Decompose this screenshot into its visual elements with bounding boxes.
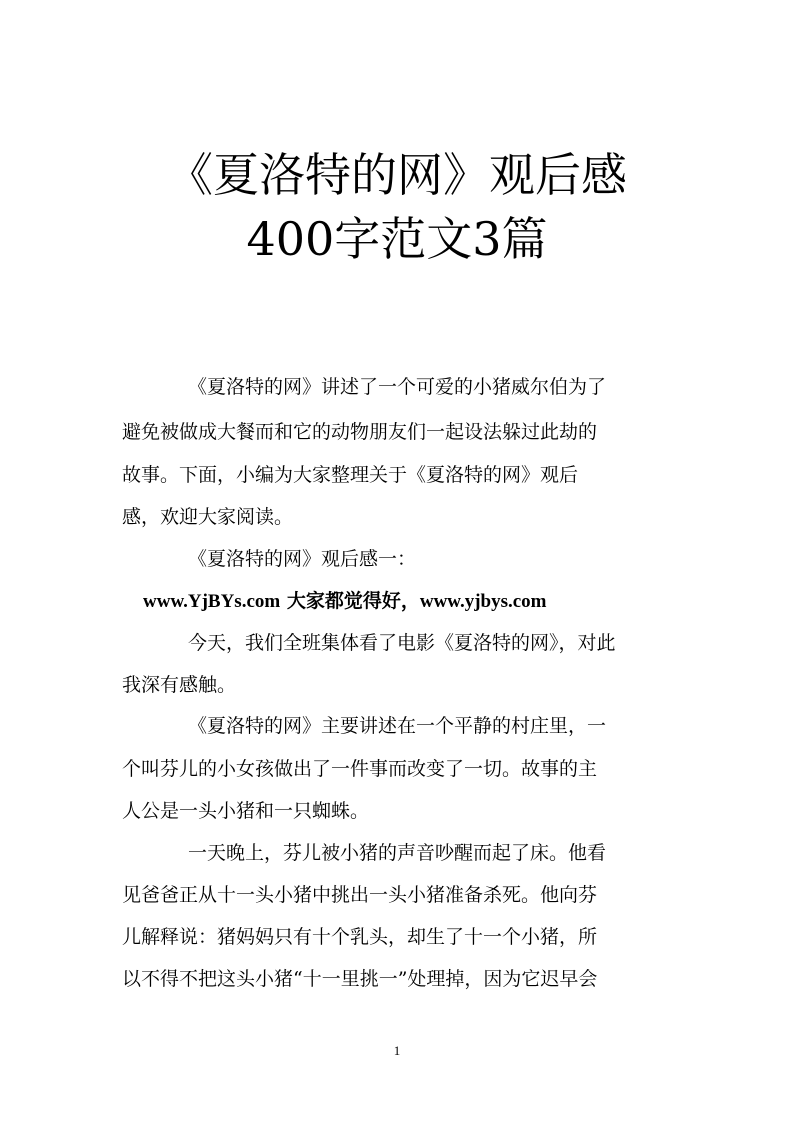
website-url-2[interactable]: www.yjbys.com xyxy=(419,591,547,612)
paragraph-3-line-1: 《夏洛特的网》主要讲述在一个平静的村庄里，一 xyxy=(188,715,607,737)
paragraph-1-line-4: 感，欢迎大家阅读。 xyxy=(122,506,294,528)
paragraph-1-line-3: 故事。下面，小编为大家整理关于《夏洛特的网》观后 xyxy=(122,464,579,486)
paragraph-3-line-2: 个叫芬儿的小女孩做出了一件事而改变了一切。故事的主 xyxy=(122,758,598,780)
paragraph-4-line-2: 见爸爸正从十一头小猪中挑出一头小猪准备杀死。他向芬 xyxy=(122,884,598,906)
page-number: 1 xyxy=(393,1043,401,1058)
document-title-line-1: 《夏洛特的网》观后感 xyxy=(167,148,627,202)
paragraph-4-line-4: 以不得不把这头小猪“十一里挑一”处理掉，因为它迟早会 xyxy=(122,968,598,990)
website-url-1[interactable]: www.YjBYs.com xyxy=(143,591,281,612)
paragraph-2-line-2: 我深有感触。 xyxy=(122,674,237,696)
url-line xyxy=(143,592,703,611)
document-title-line-2: 400字范文3篇 xyxy=(246,212,548,266)
paragraph-1-line-2: 避免被做成大餐而和它的动物朋友们一起设法躲过此劫的 xyxy=(122,421,598,443)
section-heading: 《夏洛特的网》观后感一： xyxy=(188,548,417,570)
paragraph-4-line-1: 一天晚上，芬儿被小猪的声音吵醒而起了床。他看 xyxy=(188,842,607,864)
paragraph-4-line-3: 儿解释说：猪妈妈只有十个乳头，却生了十一个小猪，所 xyxy=(122,926,598,948)
paragraph-1-line-1: 《夏洛特的网》讲述了一个可爱的小猪威尔伯为了 xyxy=(188,376,607,398)
url-line-text: 大家都觉得好， xyxy=(280,590,420,612)
paragraph-2-line-1: 今天，我们全班集体看了电影《夏洛特的网》，对此 xyxy=(188,632,616,654)
paragraph-3-line-3: 人公是一头小猪和一只蜘蛛。 xyxy=(122,800,370,822)
